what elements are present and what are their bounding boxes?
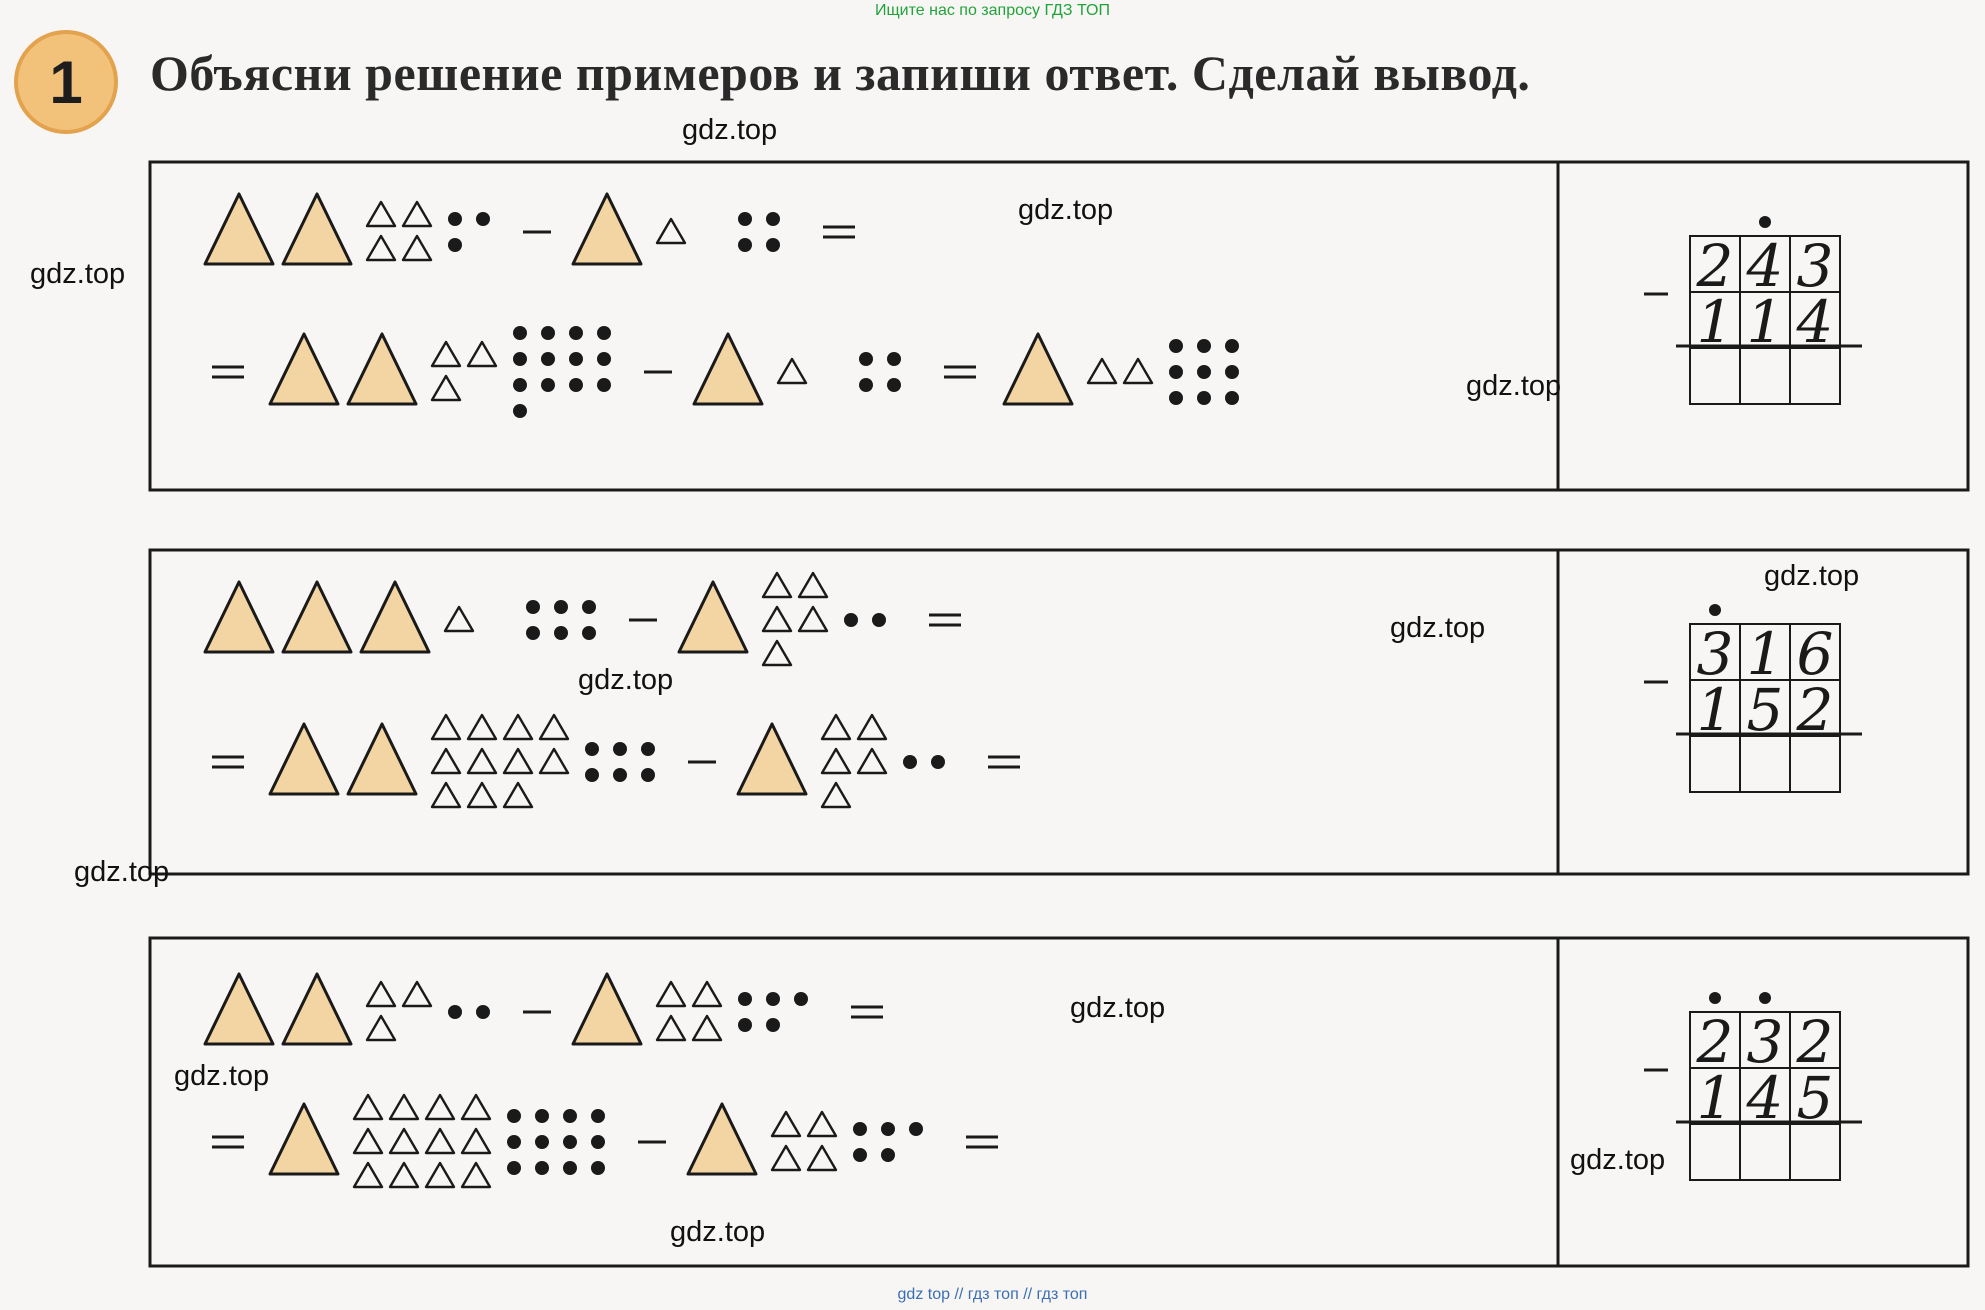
hundred-triangle [361,582,429,652]
unit-dot [1169,365,1183,379]
unit-dot [563,1161,577,1175]
ten-triangle [354,1163,382,1187]
unit-dot [513,404,527,418]
unit-dot [554,626,568,640]
unit-dot [563,1135,577,1149]
hundred-triangle [573,974,641,1044]
exercise-frame [150,550,1968,874]
ten-triangle [822,783,850,807]
unit-dot [448,212,462,226]
hundred-triangle [679,582,747,652]
grid-cell [1690,736,1740,792]
unit-dot [613,768,627,782]
unit-dot [541,378,555,392]
subtrahend-digit: 1 [1696,1064,1734,1132]
unit-dot [591,1109,605,1123]
ten-triangle [367,982,395,1006]
unit-dot [1169,391,1183,405]
unit-dot [526,600,540,614]
minuend-digit: 3 [1746,1008,1784,1076]
unit-dot [903,755,917,769]
unit-dot [872,613,886,627]
hundred-triangle [348,334,416,404]
hundred-triangle [348,724,416,794]
unit-dot [591,1135,605,1149]
minuend-digit: 2 [1696,232,1734,300]
hundred-triangle [270,724,338,794]
ten-triangle [858,715,886,739]
grid-cell [1790,348,1840,404]
unit-dot [859,378,873,392]
ten-triangle [657,219,685,243]
unit-dot [738,212,752,226]
unit-dot [794,992,808,1006]
hundred-triangle [688,1104,756,1174]
hundred-triangle [283,974,351,1044]
unit-dot [569,378,583,392]
ten-triangle [799,573,827,597]
watermark: gdz.top [670,1216,766,1248]
ten-triangle [390,1163,418,1187]
ten-triangle [468,749,496,773]
grid-cell [1690,348,1740,404]
unit-dot [569,352,583,366]
minuend-digit: 1 [1746,620,1784,688]
ten-triangle [808,1146,836,1170]
unit-dot [476,212,490,226]
ten-triangle [504,783,532,807]
ten-triangle [367,202,395,226]
unit-dot [1225,365,1239,379]
unit-dot [554,600,568,614]
unit-dot [448,1005,462,1019]
ten-triangle [354,1129,382,1153]
unit-dot [569,326,583,340]
unit-dot [887,352,901,366]
unit-dot [582,626,596,640]
watermark: gdz.top [578,664,674,696]
unit-dot [563,1109,577,1123]
unit-dot [766,1018,780,1032]
watermark: gdz.top [1466,370,1562,402]
hundred-triangle [573,194,641,264]
unit-dot [1225,339,1239,353]
grid-cell [1690,1124,1740,1180]
unit-dot [541,326,555,340]
ten-triangle [432,749,460,773]
ten-triangle [772,1146,800,1170]
ten-triangle [367,236,395,260]
ten-triangle [858,749,886,773]
hundred-triangle [1004,334,1072,404]
unit-dot [766,212,780,226]
ten-triangle [403,236,431,260]
watermark: gdz.top [30,258,126,290]
search-banner[interactable]: Ищите нас по запросу ГДЗ ТОП [875,2,1110,19]
task-number: 1 [49,48,83,116]
ten-triangle [462,1163,490,1187]
ten-triangle [390,1095,418,1119]
unit-dot [507,1109,521,1123]
ten-triangle [426,1095,454,1119]
unit-dot [513,378,527,392]
ten-triangle [445,607,473,631]
borrow-dot [1709,604,1721,616]
unit-dot [591,1161,605,1175]
hundred-triangle [694,334,762,404]
unit-dot [881,1148,895,1162]
unit-dot [1197,339,1211,353]
subtrahend-digit: 4 [1746,1064,1784,1132]
ten-triangle [468,342,496,366]
grid-cell [1740,1124,1790,1180]
unit-dot [641,768,655,782]
watermark: gdz.top [174,1060,270,1092]
subtrahend-digit: 1 [1746,288,1784,356]
ten-triangle [468,715,496,739]
ten-triangle [799,607,827,631]
ten-triangle [657,1016,685,1040]
ten-triangle [504,715,532,739]
unit-dot [1197,365,1211,379]
ten-triangle [462,1129,490,1153]
ten-triangle [432,342,460,366]
unit-dot [597,378,611,392]
ten-triangle [772,1112,800,1136]
unit-dot [859,352,873,366]
unit-dot [931,755,945,769]
unit-dot [1225,391,1239,405]
ten-triangle [1124,359,1152,383]
hundred-triangle [270,1104,338,1174]
minuend-digit: 2 [1796,1008,1834,1076]
minuend-digit: 4 [1746,232,1784,300]
unit-dot [535,1135,549,1149]
unit-dot [909,1122,923,1136]
ten-triangle [693,1016,721,1040]
ten-triangle [822,715,850,739]
minuend-digit: 3 [1696,620,1734,688]
borrow-dot [1759,216,1771,228]
unit-dot [641,742,655,756]
ten-triangle [778,359,806,383]
unit-dot [513,326,527,340]
hundred-triangle [205,582,273,652]
unit-dot [881,1122,895,1136]
ten-triangle [504,749,532,773]
hundred-triangle [205,194,273,264]
unit-dot [1197,391,1211,405]
unit-dot [526,626,540,640]
ten-triangle [808,1112,836,1136]
unit-dot [613,742,627,756]
watermark: gdz.top [682,114,778,146]
hundred-triangle [738,724,806,794]
unit-dot [738,1018,752,1032]
unit-dot [535,1161,549,1175]
borrow-dot [1709,992,1721,1004]
unit-dot [513,352,527,366]
ten-triangle [468,783,496,807]
subtrahend-digit: 4 [1796,288,1834,356]
ten-triangle [1088,359,1116,383]
watermark: gdz.top [1390,612,1486,644]
ten-triangle [426,1129,454,1153]
ten-triangle [462,1095,490,1119]
ten-triangle [432,783,460,807]
footer-links[interactable]: gdz top // гдз топ // гдз топ [897,1286,1088,1303]
ten-triangle [540,715,568,739]
grid-cell [1740,348,1790,404]
unit-dot [476,1005,490,1019]
task-title: Объясни решение примеров и запиши ответ. Сделай вывод. [150,45,1531,101]
unit-dot [535,1109,549,1123]
watermark: gdz.top [1764,560,1860,592]
ten-triangle [426,1163,454,1187]
ten-triangle [403,202,431,226]
ten-triangle [354,1095,382,1119]
ten-triangle [403,982,431,1006]
ten-triangle [693,982,721,1006]
hundred-triangle [283,194,351,264]
hundred-triangle [270,334,338,404]
ten-triangle [763,641,791,665]
watermark: gdz.top [1070,992,1166,1024]
subtrahend-digit: 2 [1796,676,1834,744]
ten-triangle [540,749,568,773]
unit-dot [1169,339,1183,353]
minuend-digit: 2 [1696,1008,1734,1076]
unit-dot [507,1135,521,1149]
grid-cell [1790,1124,1840,1180]
ten-triangle [657,982,685,1006]
subtrahend-digit: 1 [1696,288,1734,356]
ten-triangle [763,607,791,631]
unit-dot [853,1122,867,1136]
exercise-frame [150,938,1968,1266]
ten-triangle [390,1129,418,1153]
subtrahend-digit: 5 [1796,1064,1834,1132]
unit-dot [738,238,752,252]
minuend-digit: 3 [1796,232,1834,300]
unit-dot [585,768,599,782]
borrow-dot [1759,992,1771,1004]
subtrahend-digit: 1 [1696,676,1734,744]
ten-triangle [367,1016,395,1040]
subtrahend-digit: 5 [1746,676,1784,744]
unit-dot [887,378,901,392]
watermark: gdz.top [74,856,170,888]
ten-triangle [763,573,791,597]
minuend-digit: 6 [1796,620,1834,688]
unit-dot [448,238,462,252]
unit-dot [585,742,599,756]
hundred-triangle [283,582,351,652]
unit-dot [582,600,596,614]
hundred-triangle [205,974,273,1044]
unit-dot [597,352,611,366]
ten-triangle [822,749,850,773]
watermark: gdz.top [1018,194,1114,226]
unit-dot [766,238,780,252]
unit-dot [541,352,555,366]
unit-dot [766,992,780,1006]
ten-triangle [432,376,460,400]
grid-cell [1740,736,1790,792]
unit-dot [844,613,858,627]
watermark: gdz.top [1570,1144,1666,1176]
unit-dot [738,992,752,1006]
ten-triangle [432,715,460,739]
grid-cell [1790,736,1840,792]
unit-dot [597,326,611,340]
unit-dot [853,1148,867,1162]
unit-dot [507,1161,521,1175]
